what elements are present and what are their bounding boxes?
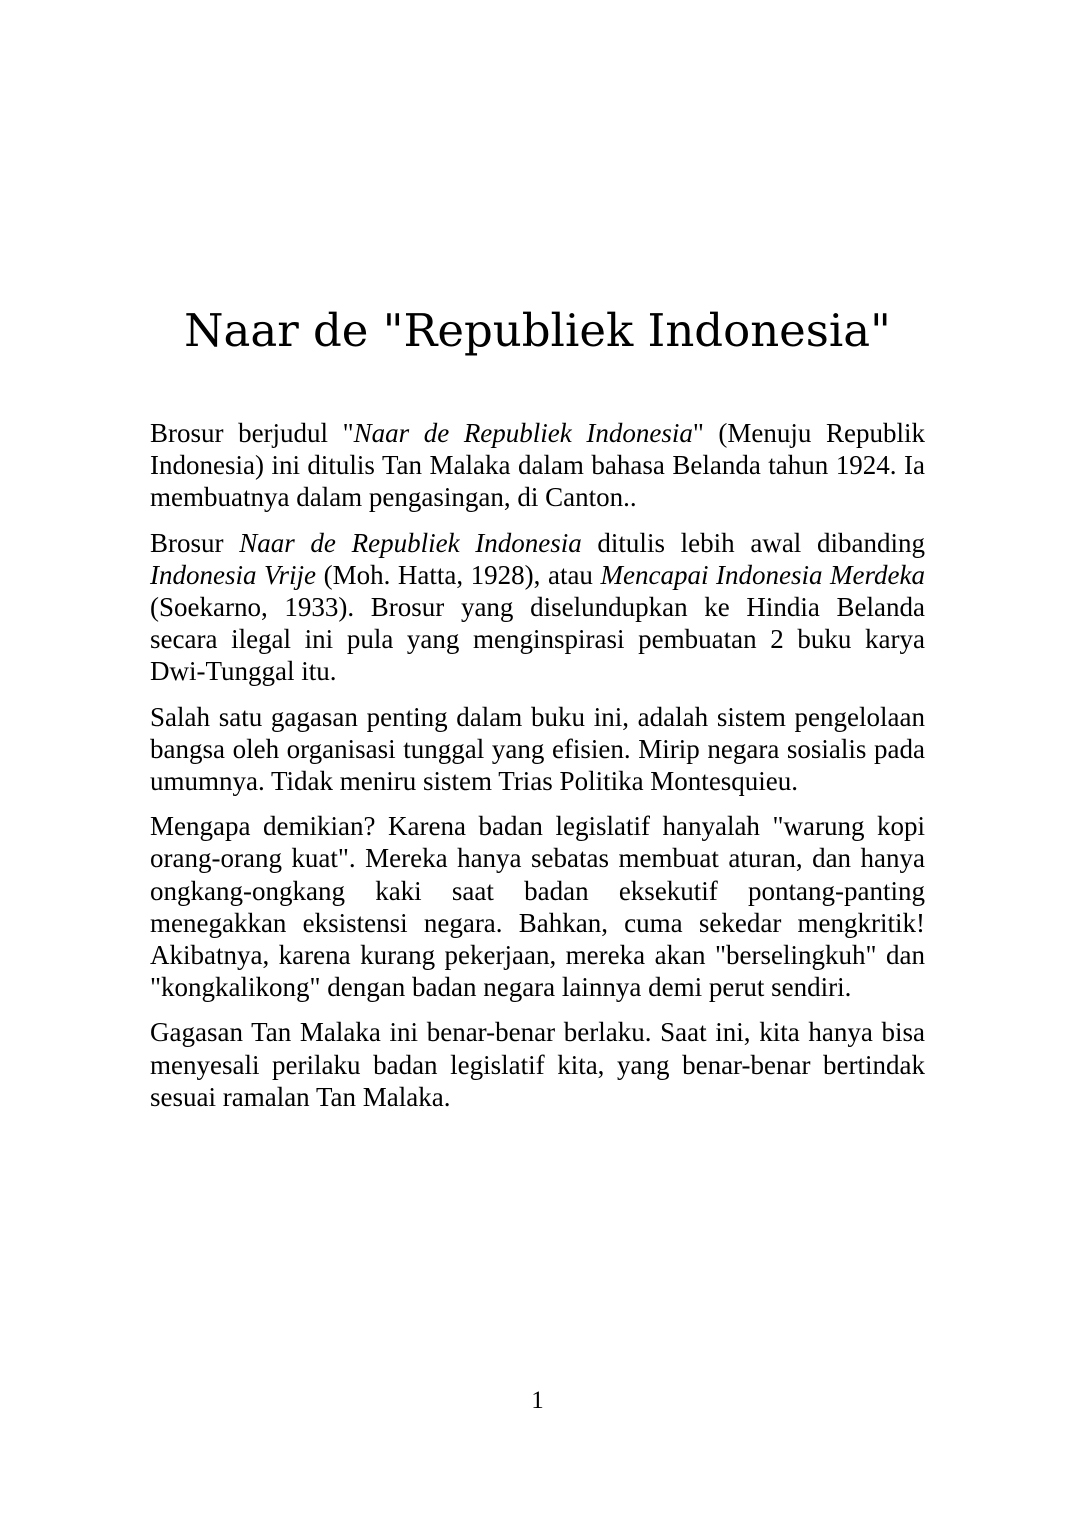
italic-book-title: Indonesia Vrije <box>150 559 317 590</box>
italic-book-title: Naar de Republiek Indonesia <box>239 527 582 558</box>
paragraph-segment: Brosur <box>150 527 240 558</box>
paragraph-segment: (Soekarno, 1933). Brosur yang diselundupkan ke Hindia Belanda secara ilegal ini pula yang menginspirasi pembuatan 2 buku karya Dwi-Tunggal itu. <box>150 592 925 687</box>
page-number: 1 <box>531 1387 544 1414</box>
paragraph-segment: Gagasan Tan Malaka ini benar-benar berlaku. Saat ini, kita hanya bisa menyesali perilaku badan legislatif kita, yang benar-benar bertindak sesuai ramalan Tan Malaka. <box>150 1017 925 1112</box>
body-text <box>150 417 925 1126</box>
italic-book-title: Naar de Republiek Indonesia <box>353 418 693 448</box>
paragraph-5 <box>150 1016 925 1113</box>
italic-book-title: Mencapai Indonesia Merdeka <box>600 559 925 590</box>
paragraph-2 <box>150 527 925 688</box>
page-title: Naar de "Republiek Indonesia" <box>184 304 891 357</box>
paragraph-3 <box>150 701 925 798</box>
paragraph-segment: Mengapa demikian? Karena badan legislatif hanyalah "warung kopi orang-orang kuat". Mereka hanya sebatas membuat aturan, dan hanya ongkang-ongkang kaki saat badan eksekutif pontang-panting menegakkan eksistensi negara. Bahkan, cuma sekedar mengkritik! Akibatnya, karena kurang pekerjaan, mereka akan "berselingkuh" dan "kongkalikong" dengan badan negara lainnya demi perut sendiri. <box>150 811 925 1003</box>
paragraph-segment: Salah satu gagasan penting dalam buku ini, adalah sistem pengelolaan bangsa oleh organisasi tunggal yang efisien. Mirip negara sosialis pada umumnya. Tidak meniru sistem Trias Politika Montesquieu. <box>150 701 925 797</box>
paragraph-segment: ditulis lebih awal dibanding <box>581 527 925 558</box>
paragraph-segment: Brosur berjudul " <box>150 418 354 448</box>
paragraph-segment: " (Menuju Republik Indonesia) ini ditulis Tan Malaka dalam bahasa Belanda tahun 1924. Ia membuatnya dalam pengasingan, di Canton.. <box>150 418 925 513</box>
paragraph-4 <box>150 810 925 1003</box>
paragraph-1 <box>150 417 925 514</box>
paragraph-segment: (Moh. Hatta, 1928), atau <box>316 559 601 590</box>
